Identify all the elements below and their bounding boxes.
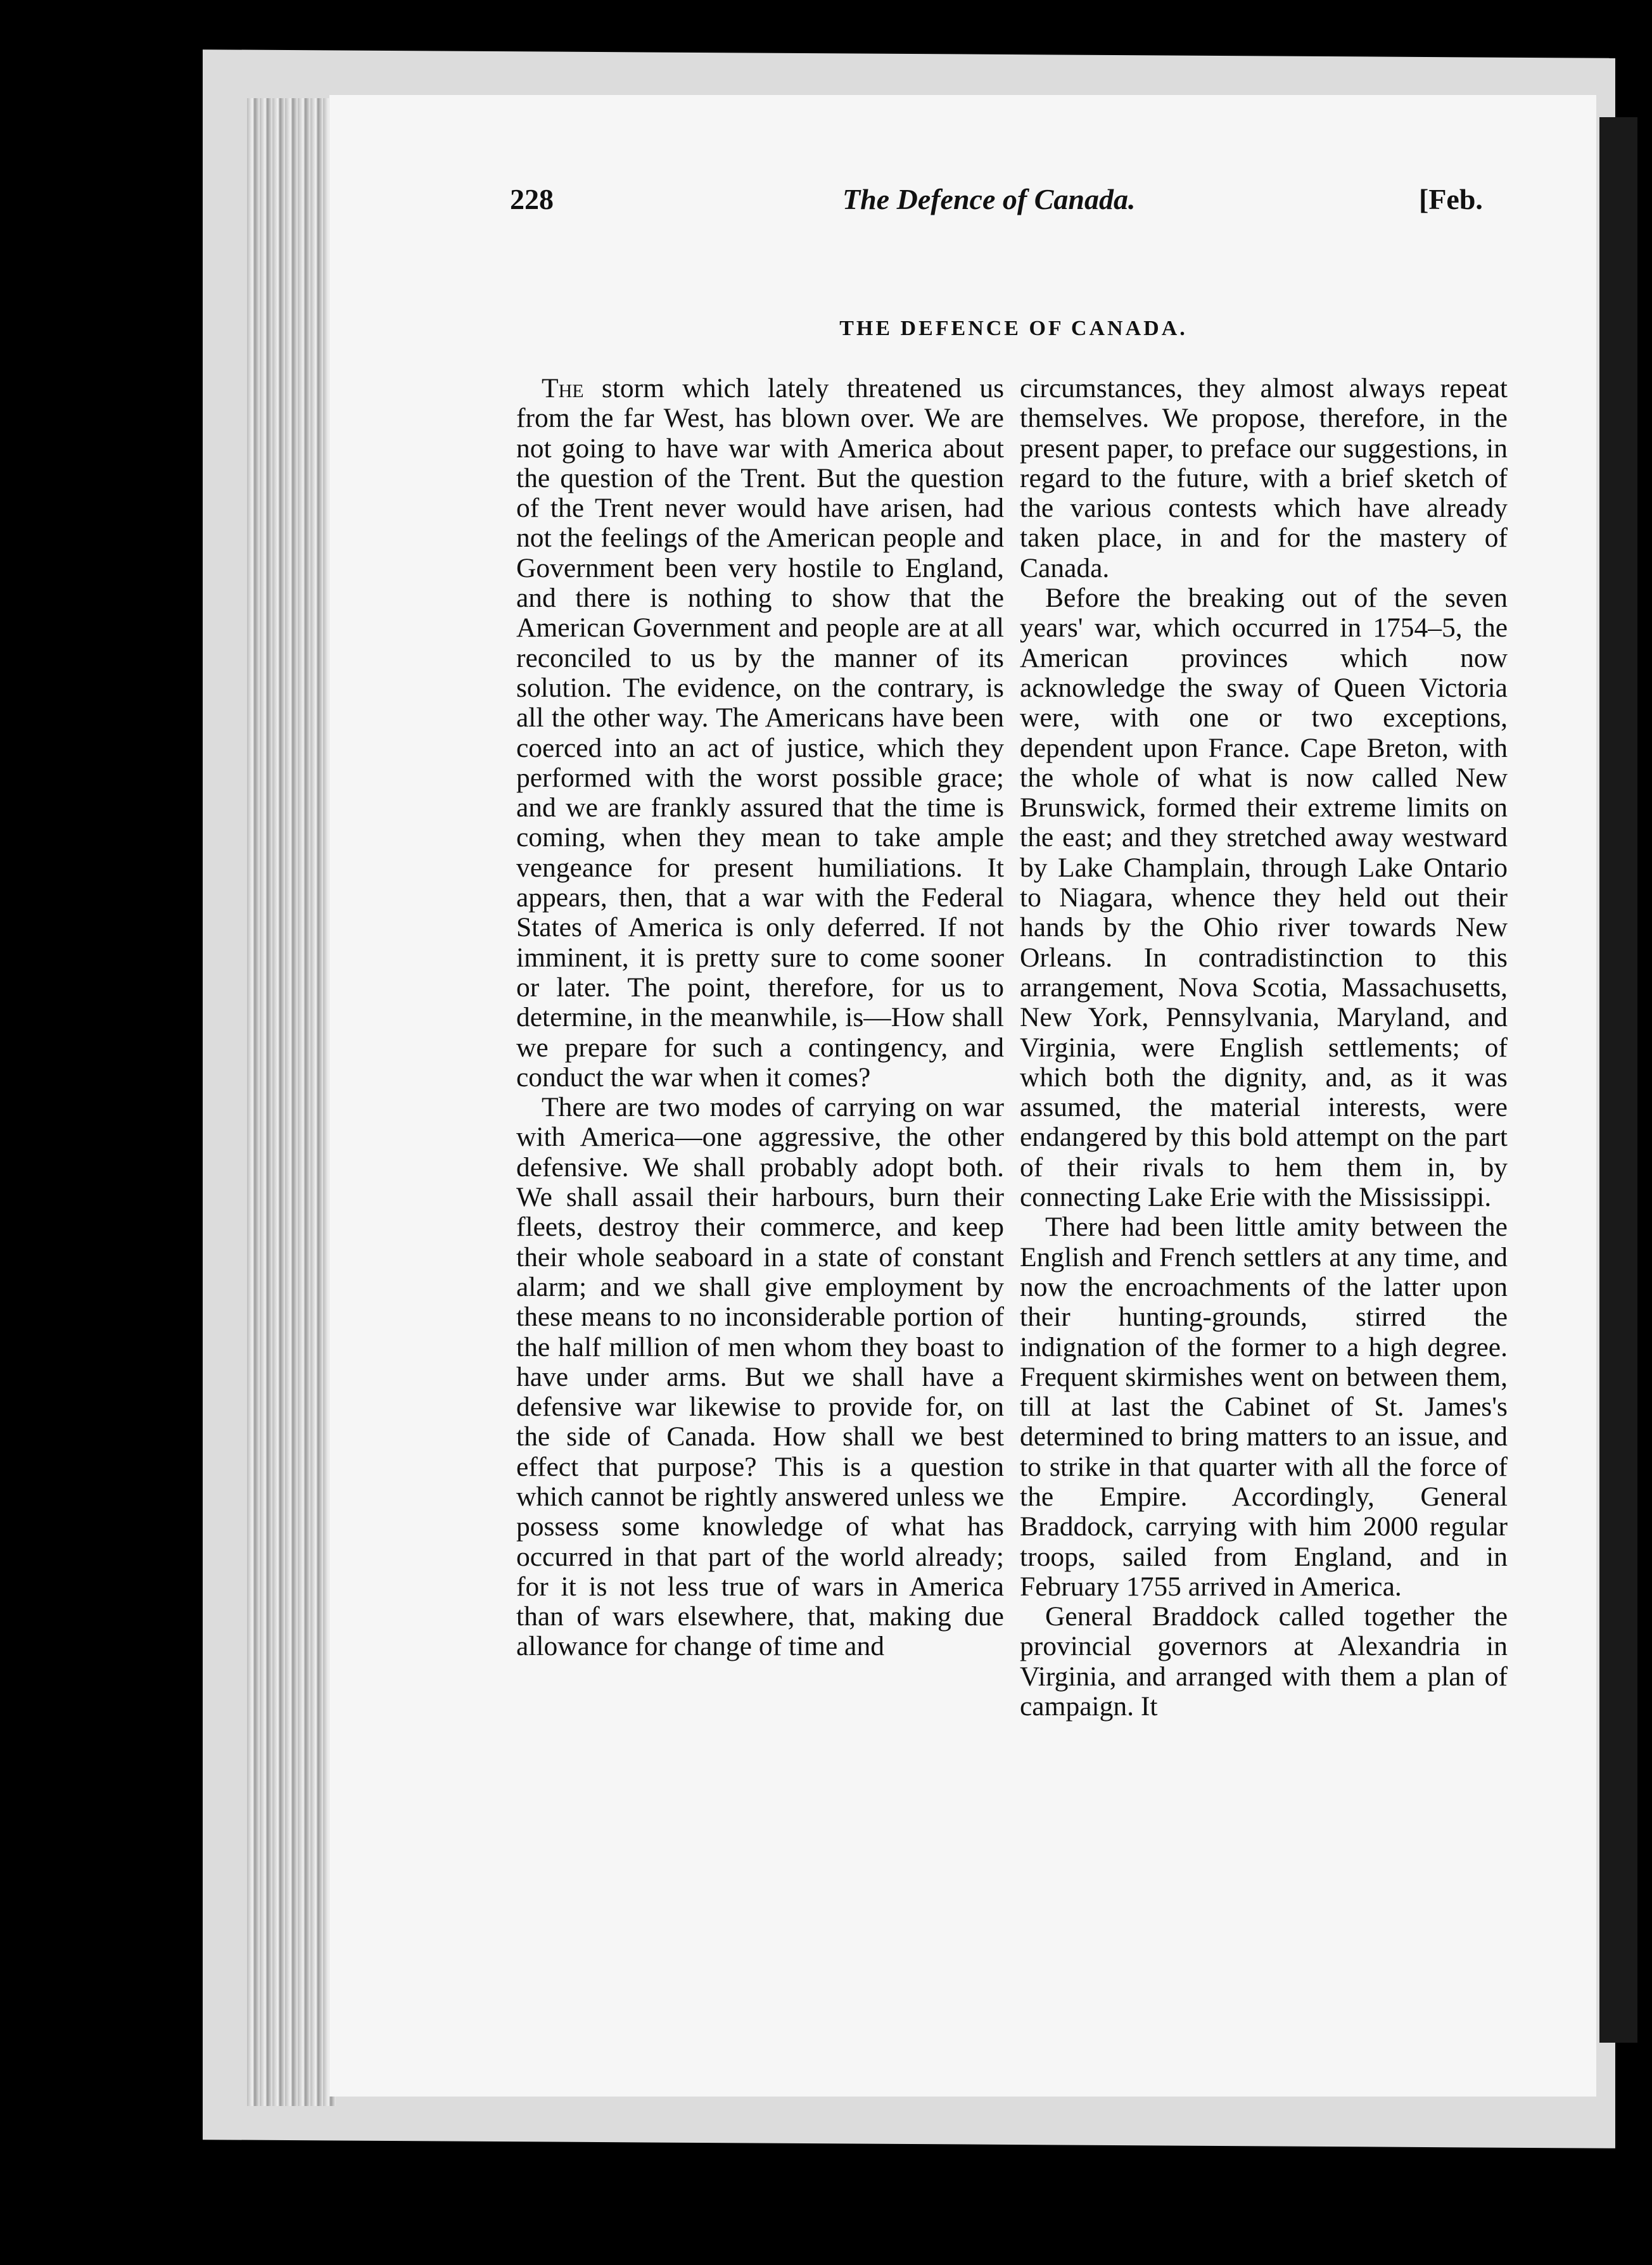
running-date: [Feb. [1419,183,1483,215]
running-title: The Defence of Canada. [842,183,1136,215]
right-paragraph-3: There had been little amity between the English and French settlers at any time, and now the encroachments of the latter upon their hunting-grounds, stirred the indignation of the former to a high degree. Frequent skirmishes went on between them, till at last the Cabinet of St. James's determined to bring matters to an issue, and to strike in that quarter with all the force of the Empire. Accordingly, General Braddock, carrying with him 2000 regular troops, sailed from England, and in February 1755 arrived in America. [1020,1212,1508,1602]
page-stack-edge [247,98,336,2106]
left-paragraph-1-text: storm which lately threatened us from the far West, has blown over. We are not going to have war with America about the question of the Trent. But the question of the Trent never would have arisen, had not the feelings of the American people and Government been very hostile to England, and there is nothing to show that the American Government and people are at all reconciled to us by the manner of its solution. The evidence, on the contrary, is all the other way. The Americans have been coerced into an act of justice, which they performed with the worst possible grace; and we are frankly assured that the time is coming, when they mean to take ample vengeance for present humiliations. It appears, then, that a war with the Federal States of America is only deferred. If not imminent, it is pretty sure to come sooner or later. The point, therefore, for us to determine, in the meanwhile, is—How shall we prepare for such a contingency, and conduct the war when it comes? [516,373,1004,1093]
right-paragraph-4: General Braddock called together the provincial governors at Alexandria in Virginia, and arranged with them a plan of campaign. It [1020,1601,1508,1722]
book-page [329,95,1596,2097]
left-paragraph-1 [516,374,1004,1093]
binding-shadow [1599,117,1637,2043]
article-title: THE DEFENCE OF CANADA. [839,317,1188,340]
left-paragraph-2: There are two modes of carrying on war with America—one aggressive, the other defensive. We shall probably adopt both. We shall assail their harbours, burn their fleets, destroy their commerce, and keep their whole seaboard in a state of constant alarm; and we shall give employment by these means to no inconsiderable portion of the half million of men whom they boast to have under arms. But we shall have a defensive war likewise to provide for, on the side of Canada. How shall we best effect that purpose? This is a question which cannot be rightly answered unless we possess some knowledge of what has occurred in that part of the world already; for it is not less true of wars in America than of wars elsewhere, that, making due allowance for change of time and [516,1092,1004,1662]
page-number: 228 [510,183,554,215]
opening-word: The [542,373,584,403]
running-head [329,177,1596,234]
right-paragraph-1: circumstances, they almost always repeat themselves. We propose, therefore, in the present paper, to preface our suggestions, in regard to the future, with a brief sketch of the various contests which have already taken place, in and for the mastery of Canada. [1020,373,1508,583]
left-column [516,374,1004,1662]
right-paragraph-2: Before the breaking out of the seven years' war, which occurred in 1754–5, the American provinces which now acknowledge the sway of Queen Victoria were, with one or two exceptions, dependent upon France. Cape Breton, with the whole of what is now called New Brunswick, formed their extreme limits on the east; and they stretched away westward by Lake Champlain, through Lake Ontario to Niagara, whence they held out their hands by the Ohio river towards New Orleans. In contradistinction to this arrangement, Nova Scotia, Massachusetts, New York, Pennsylvania, Maryland, and Virginia, were English settlements; of which both the dignity, and, as it was assumed, the material interests, were endangered by this bold attempt on the part of their rivals to hem them in, by connecting Lake Erie with the Mississippi. [1020,583,1508,1213]
right-column [1020,374,1508,1722]
